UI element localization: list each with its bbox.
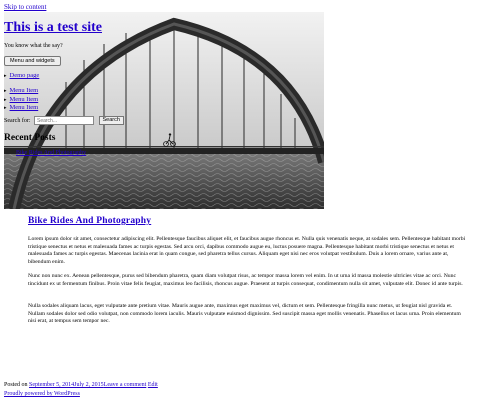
- edit-link[interactable]: Edit: [147, 382, 158, 388]
- site-tagline: You know what the say?: [4, 43, 63, 49]
- menu-item-list: [4, 87, 38, 113]
- post-paragraph: Nunc non nunc ex. Aenean pellentesque, purus sed bibendum pharetra, quam diam volutpat risus, ac tempor massa lorem vel enim. In ut urna id massa molestie ultricies vitae ac orci. Nunc tincidunt ex ut fermentum finibus. Proin vitae felis feugiat, maximus leo facilisis, rhoncus augue. Praesent at turpis consequat, condimentum nulla sit amet, vulputate elit. Donec id ante turpis.: [28, 273, 463, 287]
- post-article: [28, 216, 470, 325]
- post-paragraph: Nulla sodales aliquam lacus, eget vulputate ante pretium vitae. Mauris augue ante, maximus eget maximus vel, dictum et sem. Pellentesque fringilla nunc metus, ut feugiat nisl gravida et. Nullam sodales dolor sed odio volutpat, non commodo lorem iaculis. Mauris vulputate euismod dignissim. Sed suscipit massa eget mollis venenatis. Phasellus et lacus urna. Proin elementum nisi erat, at tempus sem tempor nec.: [28, 303, 461, 325]
- nav-item: [4, 87, 38, 96]
- menu-item-link[interactable]: Menu Item: [9, 95, 39, 103]
- skip-to-content-link[interactable]: Skip to content: [4, 3, 47, 11]
- nav-item: [4, 96, 38, 105]
- recent-posts-list: [16, 150, 86, 156]
- post-meta: [4, 382, 158, 388]
- bridge-photo: [4, 12, 324, 209]
- menu-item-link[interactable]: Menu Item: [9, 104, 39, 111]
- search-label: Search for:: [4, 117, 31, 124]
- posted-on-label: Posted on: [4, 382, 30, 388]
- demo-page-link[interactable]: Demo page: [9, 72, 40, 79]
- site-title-link[interactable]: This is a test site: [4, 20, 102, 35]
- demo-page-list: [4, 72, 39, 79]
- leave-comment-link[interactable]: Leave a comment: [103, 382, 147, 388]
- post-title: [28, 216, 470, 226]
- nav-item: [4, 72, 39, 79]
- post-paragraph: Lorem ipsum dolor sit amet, consectetur adipiscing elit. Pellentesque faucibus aliquet elit, et faucibus augue rhoncus et. Nulla quis venenatis neque, at sodales sem. Pellentesque habitant morbi tristique senectus et netus et malesuada fames ac turpis egestas. Sed arcu orci, dapibus commodo augue eu, luctus posuere magna. Pellentesque habitant morbi tristique senectus et netus et malesuada fames ac turpis egestas. Maecenas lacinia erat in quam congue, sed pharetra tellus cursus. Aliquam eget nisi nec eros volutpat vestibulum. Duis a lorem ornare, varius ante at, bibendum enim.: [28, 236, 466, 265]
- header-image: [4, 12, 324, 209]
- powered-by-link[interactable]: Proudly powered by WordPress: [4, 391, 80, 397]
- menu-and-widgets-button[interactable]: Menu and widgets: [4, 56, 61, 66]
- list-item: [16, 150, 86, 156]
- menu-item-link[interactable]: Menu Item: [9, 87, 39, 94]
- search-button[interactable]: Search: [99, 116, 124, 125]
- recent-post-link[interactable]: Bike Rides And Photography: [16, 150, 87, 156]
- nav-item: [4, 104, 38, 113]
- search-form: [4, 116, 124, 125]
- recent-posts-heading: Recent Posts: [4, 133, 56, 143]
- post-date-link[interactable]: September 5, 2014July 2, 2015: [29, 382, 104, 388]
- post-title-link[interactable]: Bike Rides And Photography: [28, 216, 152, 226]
- search-input[interactable]: [34, 116, 94, 125]
